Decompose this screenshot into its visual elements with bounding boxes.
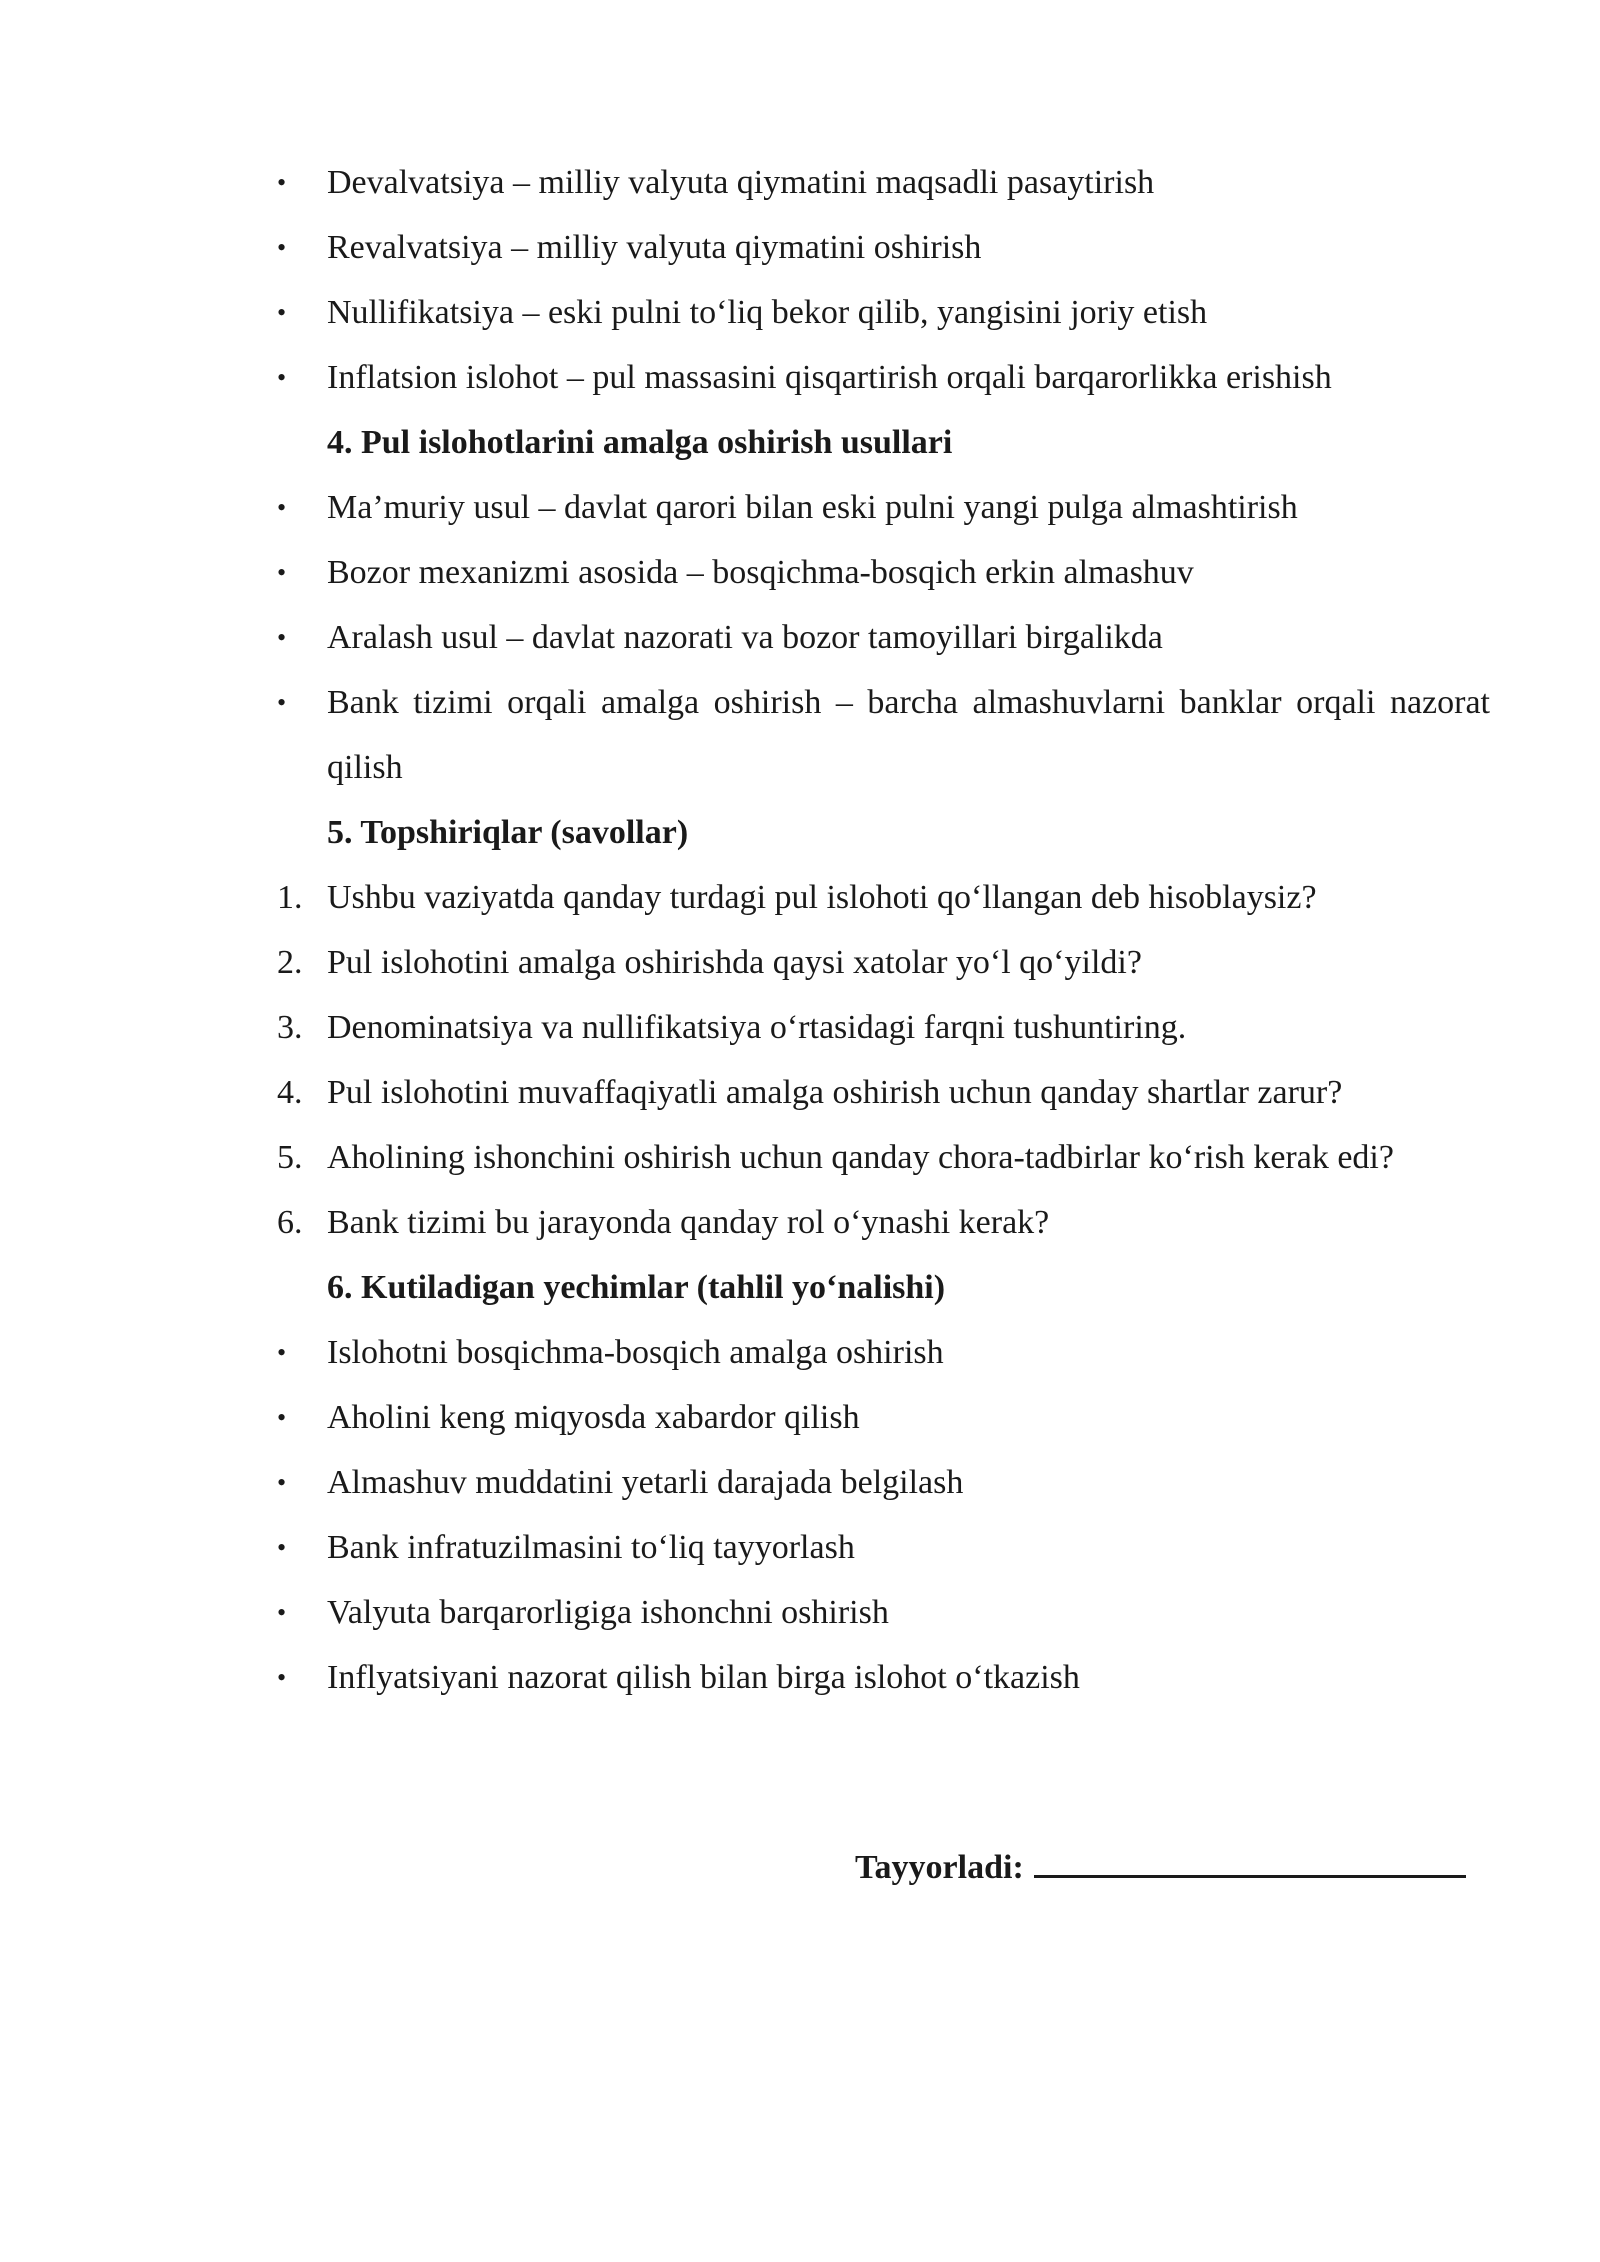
list-item-text: Islohotni bosqichma-bosqich amalga oshirish	[327, 1334, 944, 1371]
bullet-icon: •	[277, 688, 287, 717]
signature-line	[1034, 1835, 1466, 1878]
list-item	[275, 475, 1490, 540]
question-item	[275, 865, 1490, 930]
question-number: 1.	[277, 879, 303, 916]
bullet-icon: •	[277, 233, 287, 262]
list-item	[275, 1450, 1490, 1515]
reform-types-list	[275, 150, 1490, 410]
list-item-text: Almashuv muddatini yetarli darajada belgilash	[327, 1464, 964, 1501]
questions-list	[275, 865, 1490, 1255]
bullet-icon: •	[277, 1663, 287, 1692]
question-item	[275, 1125, 1490, 1190]
list-item	[275, 345, 1490, 410]
list-item-text: Aholini keng miqyosda xabardor qilish	[327, 1399, 860, 1436]
question-item	[275, 1060, 1490, 1125]
list-item	[275, 1385, 1490, 1450]
question-item	[275, 1190, 1490, 1255]
bullet-icon: •	[277, 168, 287, 197]
question-number: 2.	[277, 944, 303, 981]
signature-block	[855, 1835, 1495, 1900]
question-text: Pul islohotini amalga oshirishda qaysi xatolar yo‘l qo‘yildi?	[327, 944, 1142, 981]
list-item	[275, 1515, 1490, 1580]
list-item	[275, 1645, 1490, 1710]
question-number: 3.	[277, 1009, 303, 1046]
list-item-text: Inflatsion islohot – pul massasini qisqartirish orqali barqarorlikka erishish	[327, 359, 1332, 396]
section-heading-4: 4. Pul islohotlarini amalga oshirish usullari	[327, 424, 953, 461]
document-body	[275, 150, 1490, 1710]
list-item-text: Nullifikatsiya – eski pulni to‘liq bekor qilib, yangisini joriy etish	[327, 294, 1208, 331]
list-item	[275, 280, 1490, 345]
question-item	[275, 930, 1490, 995]
list-item	[275, 215, 1490, 280]
bullet-icon: •	[277, 1468, 287, 1497]
list-item-text: Inflyatsiyani nazorat qilish bilan birga islohot o‘tkazish	[327, 1659, 1080, 1696]
question-number: 6.	[277, 1204, 303, 1241]
list-item-text: Valyuta barqarorligiga ishonchni oshirish	[327, 1594, 889, 1631]
list-item	[275, 670, 1490, 800]
list-item-text: Revalvatsiya – milliy valyuta qiymatini oshirish	[327, 229, 982, 266]
question-text: Denominatsiya va nullifikatsiya o‘rtasidagi farqni tushuntiring.	[327, 1009, 1187, 1046]
question-text: Bank tizimi bu jarayonda qanday rol o‘ynashi kerak?	[327, 1204, 1050, 1241]
bullet-icon: •	[277, 1403, 287, 1432]
signature-label: Tayyorladi:	[855, 1849, 1024, 1886]
list-item	[275, 150, 1490, 215]
question-item	[275, 995, 1490, 1060]
bullet-icon: •	[277, 298, 287, 327]
section-heading-6: 6. Kutiladigan yechimlar (tahlil yo‘nalishi)	[327, 1269, 946, 1306]
question-number: 5.	[277, 1139, 303, 1176]
list-item	[275, 605, 1490, 670]
list-item	[275, 1320, 1490, 1385]
bullet-icon: •	[277, 1533, 287, 1562]
question-text: Aholining ishonchini oshirish uchun qanday chora-tadbirlar ko‘rish kerak edi?	[327, 1139, 1394, 1176]
list-item-text: Bozor mexanizmi asosida – bosqichma-bosqich erkin almashuv	[327, 554, 1194, 591]
list-item-text: Ma’muriy usul – davlat qarori bilan eski pulni yangi pulga almashtirish	[327, 489, 1298, 526]
list-item	[275, 540, 1490, 605]
bullet-icon: •	[277, 363, 287, 392]
list-item	[275, 1580, 1490, 1645]
bullet-icon: •	[277, 1598, 287, 1627]
question-text: Ushbu vaziyatda qanday turdagi pul islohoti qo‘llangan deb hisoblaysiz?	[327, 879, 1317, 916]
list-item-text: Bank infratuzilmasini to‘liq tayyorlash	[327, 1529, 855, 1566]
bullet-icon: •	[277, 623, 287, 652]
bullet-icon: •	[277, 493, 287, 522]
bullet-icon: •	[277, 1338, 287, 1367]
question-number: 4.	[277, 1074, 303, 1111]
list-item-text: Aralash usul – davlat nazorati va bozor tamoyillari birgalikda	[327, 619, 1163, 656]
bullet-icon: •	[277, 558, 287, 587]
list-item-text: Bank tizimi orqali amalga oshirish – barcha almashuvlarni banklar orqali nazorat qilish	[327, 684, 1490, 786]
list-item-text: Devalvatsiya – milliy valyuta qiymatini maqsadli pasaytirish	[327, 164, 1155, 201]
question-text: Pul islohotini muvaffaqiyatli amalga oshirish uchun qanday shartlar zarur?	[327, 1074, 1343, 1111]
reform-methods-list	[275, 475, 1490, 800]
section-heading-5: 5. Topshiriqlar (savollar)	[327, 814, 689, 851]
solutions-list	[275, 1320, 1490, 1710]
